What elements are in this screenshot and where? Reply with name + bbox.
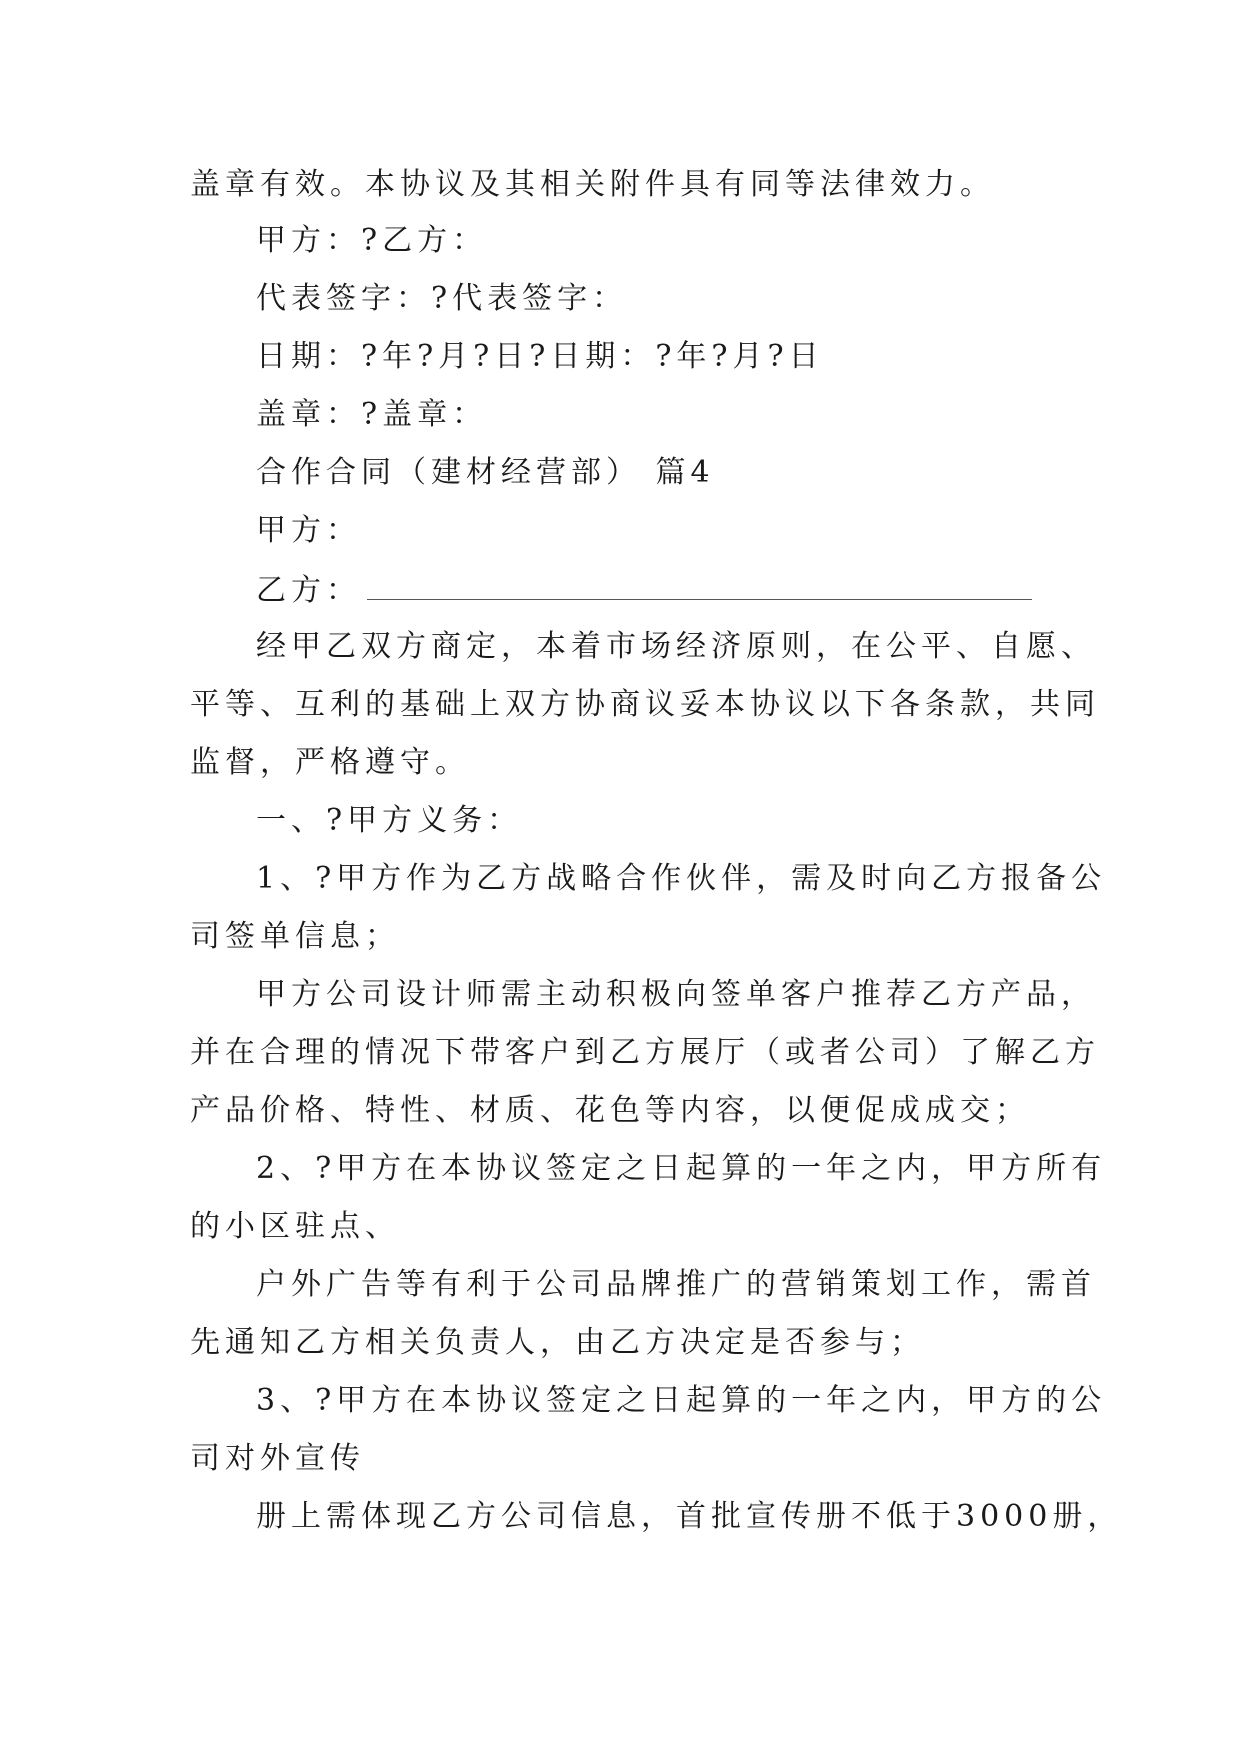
paragraph-line: 司对外宣传 <box>190 1441 365 1476</box>
paragraph-line: 并在合理的情况下带客户到乙方展厅（或者公司）了解乙方 <box>190 1035 1100 1070</box>
paragraph-line: 的小区驻点、 <box>190 1209 400 1244</box>
paragraph-line: 册上需体现乙方公司信息，首批宣传册不低于3000册， <box>256 1499 1123 1534</box>
paragraph-line: 盖章有效。本协议及其相关附件具有同等法律效力。 <box>190 167 995 202</box>
section-title: 合作合同（建材经营部） 篇4 <box>256 455 715 490</box>
signature-line-parties: 甲方：?乙方： <box>256 223 488 258</box>
paragraph-line: 1、?甲方作为乙方战略合作伙伴，需及时向乙方报备公 <box>256 861 1107 896</box>
party-b-line <box>256 569 1032 611</box>
blank-underline <box>367 569 1032 600</box>
paragraph-line: 监督，严格遵守。 <box>190 745 470 780</box>
paragraph-line: 2、?甲方在本协议签定之日起算的一年之内，甲方所有 <box>256 1151 1107 1186</box>
paragraph-line: 经甲乙双方商定，本着市场经济原则，在公平、自愿、 <box>256 629 1096 664</box>
paragraph-line: 3、?甲方在本协议签定之日起算的一年之内，甲方的公 <box>256 1383 1107 1418</box>
paragraph-line: 司签单信息； <box>190 919 400 954</box>
paragraph-line: 甲方公司设计师需主动积极向签单客户推荐乙方产品， <box>256 977 1096 1012</box>
clause-heading: 一、?甲方义务： <box>256 803 523 838</box>
party-a-line: 甲方： <box>256 513 361 548</box>
signature-line-representatives: 代表签字：?代表签字： <box>256 281 628 316</box>
paragraph-line: 户外广告等有利于公司品牌推广的营销策划工作，需首 <box>256 1267 1096 1302</box>
paragraph-line: 先通知乙方相关负责人，由乙方决定是否参与； <box>190 1325 925 1360</box>
signature-line-dates: 日期：?年?月?日?日期：?年?月?日 <box>256 339 824 374</box>
signature-line-seals: 盖章：?盖章： <box>256 397 488 432</box>
paragraph-line: 产品价格、特性、材质、花色等内容，以便促成成交； <box>190 1093 1030 1128</box>
paragraph-line: 平等、互利的基础上双方协商议妥本协议以下各条款，共同 <box>190 687 1100 722</box>
party-b-label: 乙方： <box>256 573 361 608</box>
